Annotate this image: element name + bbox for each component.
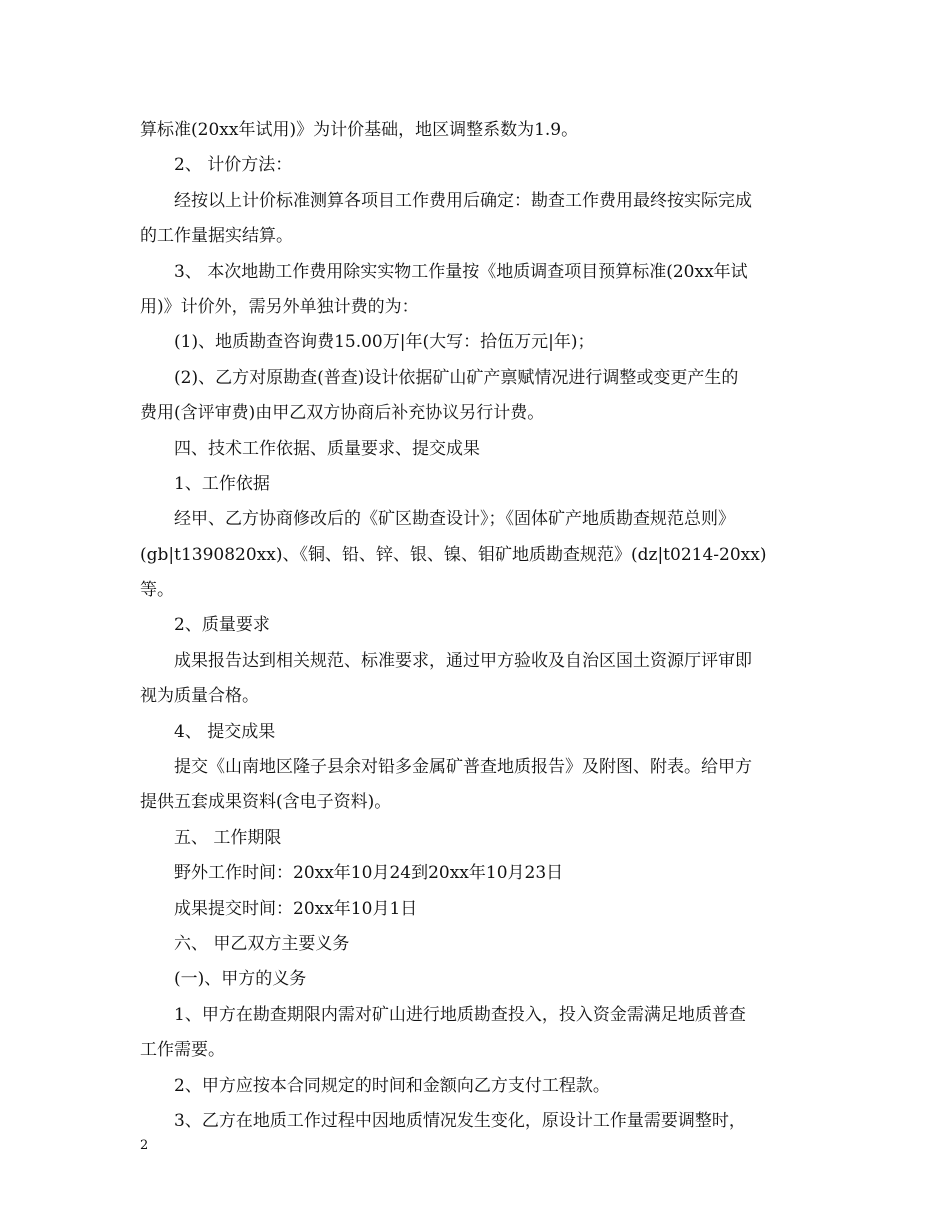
subsection-heading: 1、工作依据 <box>174 473 270 494</box>
list-item: 2、甲方应按本合同规定的时间和金额向乙方支付工程款。 <box>174 1075 610 1096</box>
paragraph-line: 等。 <box>140 580 174 601</box>
paragraph-line: (gb|t1390820xx)、《铜、铅、锌、银、镍、钼矿地质勘查规范》(dz|t0214-20xx) <box>140 544 767 565</box>
page-number: 2 <box>140 1138 149 1153</box>
section-heading: 五、 工作期限 <box>174 827 282 848</box>
paragraph-line: 经甲、乙方协商修改后的《矿区勘查设计》；《固体矿产地质勘查规范总则》 <box>174 509 735 530</box>
section-heading: 六、 甲乙双方主要义务 <box>174 933 350 954</box>
paragraph-line: 费用(含评审费)由甲乙双方协商后补充协议另行计费。 <box>140 403 545 424</box>
subsection-heading: (一)、甲方的义务 <box>174 969 307 990</box>
list-item: (2)、乙方对原勘查(普查)设计依据矿山矿产禀赋情况进行调整或变更产生的 <box>174 367 739 388</box>
paragraph-line: 成果报告达到相关规范、标准要求，通过甲方验收及自治区国土资源厅评审即 <box>174 650 752 671</box>
paragraph-line: 提供五套成果资料(含电子资料)。 <box>140 792 392 813</box>
section-heading: 2、 计价方法： <box>174 155 293 176</box>
paragraph-line: 经按以上计价标准测算各项目工作费用后确定：勘查工作费用最终按实际完成 <box>174 190 752 211</box>
paragraph-line: 3、 本次地勘工作费用除实实物工作量按《地质调查项目预算标准(20xx年试 <box>174 261 748 282</box>
paragraph-line: 视为质量合格。 <box>140 686 259 707</box>
paragraph-line: 野外工作时间：20xx年10月24到20xx年10月23日 <box>174 863 564 884</box>
section-heading: 四、技术工作依据、质量要求、提交成果 <box>174 438 480 459</box>
subsection-heading: 2、质量要求 <box>174 615 270 636</box>
list-item: (1)、地质勘查咨询费15.00万|年(大写：拾伍万元|年)； <box>174 332 595 353</box>
paragraph-line: 工作需要。 <box>140 1040 225 1061</box>
paragraph-line: 的工作量据实结算。 <box>140 226 293 247</box>
subsection-heading: 4、 提交成果 <box>174 721 276 742</box>
paragraph-line: 算标准(20xx年试用)》为计价基础，地区调整系数为1.9。 <box>140 120 579 140</box>
list-item: 3、乙方在地质工作过程中因地质情况发生变化，原设计工作量需要调整时， <box>174 1110 746 1131</box>
paragraph-line: 提交《山南地区隆子县余对铅多金属矿普查地质报告》及附图、附表。给甲方 <box>174 757 752 778</box>
paragraph-line: 用)》计价外，需另外单独计费的为： <box>140 296 419 317</box>
paragraph-line: 成果提交时间：20xx年10月1日 <box>174 898 418 919</box>
document-body <box>140 113 812 1139</box>
list-item: 1、甲方在勘查期限内需对矿山进行地质勘查投入，投入资金需满足地质普查 <box>174 1004 746 1025</box>
